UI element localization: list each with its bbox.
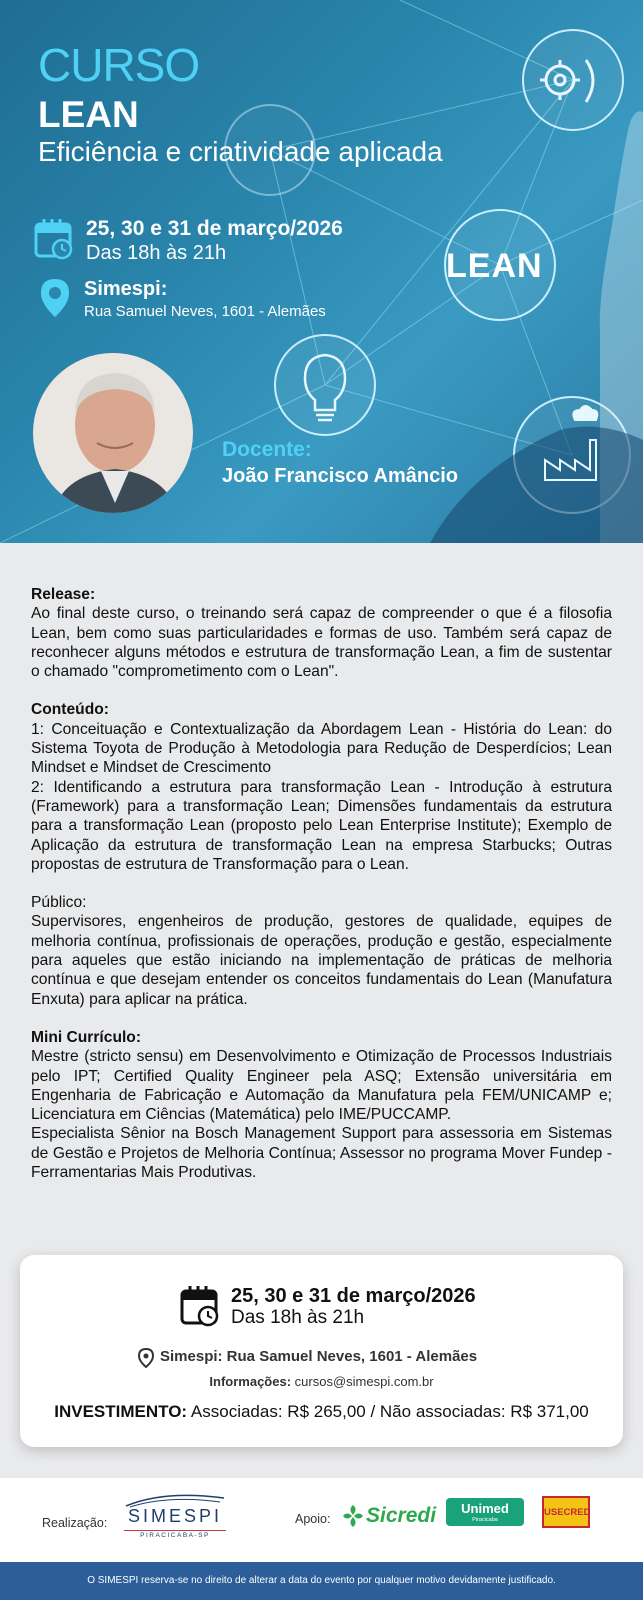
- event-info-card: [20, 1255, 623, 1447]
- card-venue: Simespi: Rua Samuel Neves, 1601 - Alemães: [160, 1348, 478, 1365]
- simespi-logo: SIMESPI PIRACICABA-SP: [124, 1492, 226, 1542]
- location-pin-icon: [138, 1348, 154, 1368]
- audience-heading: Público:: [31, 894, 87, 912]
- hero-date: 25, 30 e 31 de março/2026: [86, 217, 343, 240]
- course-title: LEAN: [38, 94, 139, 135]
- instructor-photo: [33, 353, 193, 513]
- card-date: 25, 30 e 31 de março/2026: [231, 1285, 476, 1307]
- contact-label: Informações:: [209, 1374, 292, 1389]
- hero-time: Das 18h às 21h: [86, 242, 227, 264]
- supporters-label: Apoio:: [295, 1512, 331, 1526]
- resume-text-1: Mestre (stricto sensu) em Desenvolvimento e Otimização de Processos Industriais pelo IPT; Certified Quality Engineer pela ASQ; Extensão universitária em Engenharia de Fabricação e Automação da Manufatura pela FEM/UNICAMP e; Licenciatura em Ciências (Matemática) pelo IME/PUCCAMP.: [31, 1048, 612, 1124]
- release-text: Ao final deste curso, o treinando será capaz de compreender o que é a filosofia Lean, bem como suas particularidades e formas de uso. Também será capaz de reconhecer alguns métodos e estrutura de transformação Lean, a fim de sustentar o chamado "comprometimento com o Lean".: [31, 605, 612, 681]
- disclaimer-text: O SIMESPI reserva-se no direito de alterar a data do evento por qualquer motivo devidamente justificado.: [87, 1575, 556, 1586]
- hero-banner: [0, 0, 643, 543]
- sponsors-footer: Realização: SIMESPI PIRACICABA-SP Apoio: Sicredi Unimed Piracicaba USECRED: [0, 1478, 643, 1562]
- resume-text-2: Especialista Sênior na Bosch Management Support para assessoria em Sistemas de Gestão e Projetos de Melhoria Contínua; Assessor no programa Mover Fundep - Ferramentarias Mais Produtivas.: [31, 1125, 612, 1182]
- resume-heading: Mini Currículo:: [31, 1028, 142, 1046]
- price-info: [20, 1402, 623, 1422]
- hero-venue: Simespi:: [84, 278, 168, 300]
- release-heading: Release:: [31, 586, 96, 603]
- price-value: Associadas: R$ 265,00 / Não associadas: R$ 371,00: [190, 1402, 589, 1421]
- content-heading: Conteúdo:: [31, 701, 109, 719]
- disclaimer-bar: [0, 1562, 643, 1600]
- instructor-name: João Francisco Amâncio: [222, 465, 458, 487]
- course-label: CURSO: [38, 39, 200, 91]
- lean-badge: LEAN: [446, 247, 543, 285]
- instructor-label: Docente:: [222, 438, 312, 461]
- course-subtitle: Eficiência e criatividade aplicada: [38, 136, 443, 167]
- content-item-2: 2: Identificando a estrutura para transformação Lean - Introdução à estrutura (Framework) para a transformação Lean; Dimensões fundamentais da estrutura para a transformação Lean (proposto pelo Lean Enterprise Institute); Exemplo de Aplicação da estrutura de transformação Lean na empresa Starbucks; Outras propostas de estrutura de Transformação para o Lean.: [31, 778, 612, 873]
- course-description: [31, 585, 612, 1182]
- price-label: INVESTIMENTO:: [54, 1402, 188, 1421]
- calendar-icon: [34, 218, 74, 260]
- contact-info: [20, 1374, 623, 1389]
- audience-text: Supervisores, engenheiros de produção, gestores de qualidade, equipes de melhoria contínua, profissionais de operações, produção e gestão, especialmente para aqueles que estão iniciando na implementação de práticas de melhoria contínua e que desejam entender os conceitos fundamentais do Lean (Manufatura Enxuta) para aplicar na prática.: [31, 913, 612, 1008]
- contact-email[interactable]: cursos@simespi.com.br: [294, 1374, 434, 1389]
- hero-address: Rua Samuel Neves, 1601 - Alemães: [84, 303, 326, 320]
- card-time: Das 18h às 21h: [231, 1307, 365, 1328]
- usecred-logo: USECRED: [542, 1496, 590, 1528]
- organizer-label: Realização:: [42, 1516, 108, 1530]
- unimed-logo: Unimed Piracicaba: [446, 1498, 524, 1526]
- content-item-1: 1: Conceituação e Contextualização da Abordagem Lean - História do Lean: do Sistema Toyota de Produção à Metodologia para Redução de Desperdícios; Lean Mindset e Mindset de Crescimento: [31, 720, 612, 777]
- location-pin-icon: [40, 278, 70, 318]
- calendar-icon: [180, 1285, 220, 1327]
